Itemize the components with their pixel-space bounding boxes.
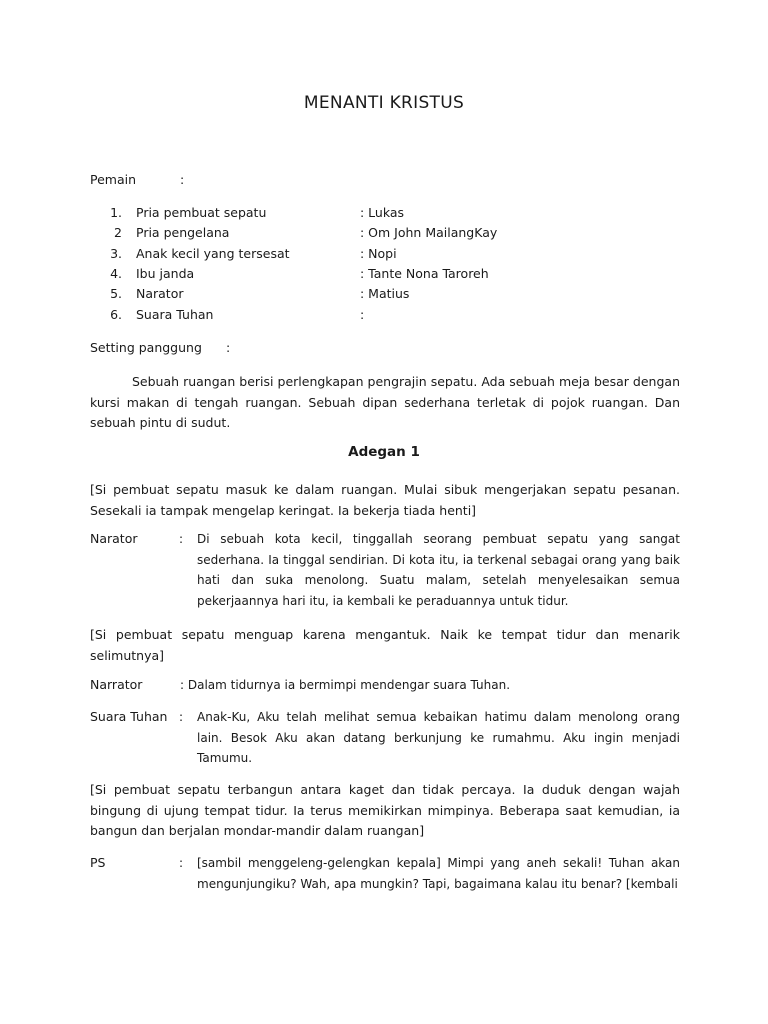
cast-item-number: 4. [110, 266, 122, 281]
speaker-name: Suara Tuhan [90, 709, 168, 724]
cast-item-number: 5. [110, 286, 122, 301]
speaker-name: Narator [90, 531, 138, 546]
dialogue-colon: : [179, 856, 184, 870]
cast-item-number: 2 [114, 225, 122, 240]
cast-label-colon: : [180, 172, 185, 187]
dialogue-text: : Dalam tidurnya ia bermimpi mendengar suara Tuhan. [180, 678, 511, 692]
dialogue-body: Anak-Ku, Aku telah melihat semua kebaikan hatimu dalam menolong orang lain. Besok Aku akan datang berkunjung ke rumahmu. Aku ingin menjadi Tamumu. [197, 710, 680, 765]
cast-item-actor: : [360, 307, 365, 322]
setting-label: Setting panggung [90, 340, 202, 355]
stage-direction: [Si pembuat sepatu masuk ke dalam ruangan. Mulai sibuk mengerjakan sepatu pesanan. Sesekali ia tampak mengelap keringat. Ia bekerja tiada henti] [90, 482, 680, 518]
cast-item-role: Ibu janda [136, 266, 195, 281]
stage-direction: [Si pembuat sepatu menguap karena mengantuk. Naik ke tempat tidur dan menarik selimutnya] [90, 627, 680, 663]
cast-item-actor: : Tante Nona Taroreh [360, 266, 489, 281]
dialogue-body: Di sebuah kota kecil, tinggallah seorang pembuat sepatu yang sangat sederhana. Ia tinggal sendirian. Di kota itu, ia terkenal sebagai orang yang baik hati dan suka menolong. Suatu malam, setelah menyelesaikan semua pekerjaannya hari itu, ia kembali ke peraduannya untuk tidur. [197, 532, 680, 608]
dialogue-text [179, 853, 680, 894]
dialogue-colon: : [179, 710, 184, 724]
cast-item-actor: : Matius [360, 286, 410, 301]
cast-item-role: Pria pengelana [136, 225, 230, 240]
scene-heading: Adegan 1 [348, 444, 420, 460]
stage-direction: [Si pembuat sepatu terbangun antara kaget dan tidak percaya. Ia duduk dengan wajah bingung di ujung tempat tidur. Ia terus memikirkan mimpinya. Beberapa saat kemudian, ia bangun dan berjalan mondar-mandir dalam ruangan] [90, 782, 680, 838]
cast-item-actor: : Nopi [360, 246, 397, 261]
setting-description: Sebuah ruangan berisi perlengkapan pengrajin sepatu. Ada sebuah meja besar dengan kursi makan di tengah ruangan. Sebuah dipan sederhana terletak di pojok ruangan. Dan sebuah pintu di sudut. [90, 374, 680, 430]
cast-item-actor: : Lukas [360, 205, 405, 220]
cast-label: Pemain [90, 172, 137, 187]
speaker-name: Narrator [90, 677, 143, 692]
dialogue-text [179, 529, 680, 611]
cast-item-role: Suara Tuhan [136, 307, 214, 322]
cast-item-role: Narator [136, 286, 184, 301]
dialogue-text [179, 707, 680, 769]
cast-item-role: Pria pembuat sepatu [136, 205, 267, 220]
cast-item-number: 3. [110, 246, 122, 261]
cast-item-actor: : Om John MailangKay [360, 225, 498, 240]
speaker-name: PS [90, 855, 106, 870]
cast-item-number: 6. [110, 307, 122, 322]
cast-item-role: Anak kecil yang tersesat [136, 246, 290, 261]
document-title: MENANTI KRISTUS [303, 93, 465, 113]
setting-label-colon: : [226, 340, 231, 355]
dialogue-body: [sambil menggeleng-gelengkan kepala] Mimpi yang aneh sekali! Tuhan akan mengunjungiku? Wah, apa mungkin? Tapi, bagaimana kalau itu benar? [kembali [197, 856, 680, 891]
dialogue-colon: : [179, 532, 184, 546]
cast-item-number: 1. [110, 205, 122, 220]
